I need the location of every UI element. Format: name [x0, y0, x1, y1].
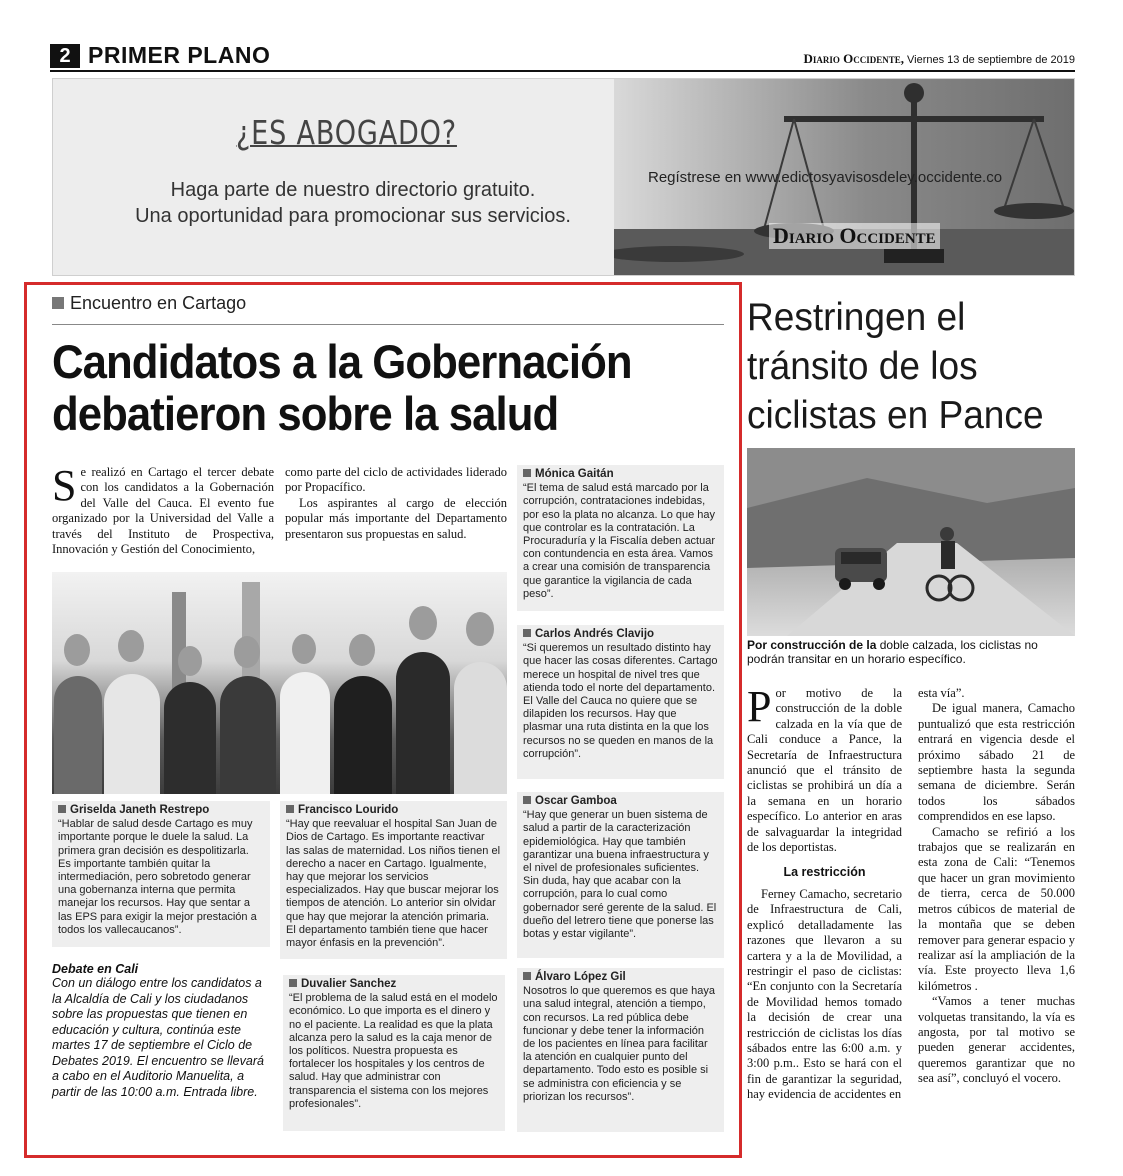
square-bullet-icon [289, 979, 297, 987]
side-headline [747, 293, 1061, 440]
square-bullet-icon [523, 972, 531, 980]
ad-register-url: Regístrese en www.edictosyavisosdeley.occidente.co [648, 169, 1003, 186]
person-head [292, 634, 316, 664]
person [396, 652, 450, 794]
square-bullet-icon [523, 629, 531, 637]
person-head [64, 634, 90, 666]
page-number: 2 [50, 44, 80, 68]
advertisement [52, 78, 1075, 276]
side-column-2 [918, 686, 1075, 1087]
square-bullet-icon [523, 796, 531, 804]
side-headline-line-3: ciclistas en Pance [747, 394, 1044, 437]
quote-box [517, 968, 724, 1132]
quote-name [286, 804, 501, 817]
debate-photo [52, 572, 507, 794]
quote-name-text: Carlos Andrés Clavijo [535, 628, 655, 640]
side-p2: Ferney Camacho, secretario de Infraestructura de Cali, explicó detalladamente las razones que llevaron a su cartera y a la de Movilidad, a restringir el paso de ciclistas: “En conjunto con la Secretaría de Movilidad hemos tomado la decisión de crear una restricción de ciclistas los días sábados entre las 6:00 a.m. y 3:00 p.m.. Esto se hará con el fin de garantizar la seguridad, hay evidencia de accidentes en [747, 886, 902, 1102]
section-title: PRIMER PLANO [88, 42, 271, 68]
quote-text: “Hay que generar un buen sistema de salud a partir de la caracterización epidemiológica. Hay que también garantizar una buena infraestructura y el nivel de profesionales suficientes. Sin duda, hay que acabar con la corrupción, para lo cual como gobernador seré gerente de la salud. El dueño del letrero tiene que ponerse las botas y estar vigilante”. [523, 809, 717, 941]
quote-name-text: Francisco Lourido [298, 804, 399, 816]
quote-box [517, 465, 724, 611]
quote-name [58, 804, 264, 817]
side-p1: or motivo de la construcción de la doble calzada en la vía que de Cali conduce a Pance, la Secretaría de Infraestructura anunció que el tránsito de ciclistas se prohibirá un día a la semana en un horario específico. Lo anterior en aras de salvaguardar la integridad de los deportistas. [747, 686, 902, 855]
quote-text: Nosotros lo que queremos es que haya una salud integral, atención a tiempo, con recursos. La red pública debe funcionar y debe tener la información de los pacientes en línea para facilitar la atención en cualquier punto del departamento. Todo esto es posible si se administra con eficiencia y se priorizan los recursos”. [523, 985, 716, 1103]
ad-line-2: Una oportunidad para promocionar sus servicios. [135, 205, 571, 227]
person [104, 674, 160, 794]
road-scene-icon [747, 448, 1075, 636]
quote-text: “Hay que reevaluar el hospital San Juan de Dios de Cartago. Es importante reactivar las salas de maternidad. Los niños tienen el derecho a nacer en Cartago. Igualmente, hay que mejorar los servicios especializados. Hay que buscar mejorar los tiempos de atención. Lo anterior sin olvidar que hay que mejorar la atención primaria. El departamento también tiene que hacer mayor énfasis en la prevención”. [286, 818, 501, 950]
ad-brand-logo: Diario Occidente [769, 223, 940, 249]
issue-date: Viernes 13 de septiembre de 2019 [907, 54, 1075, 66]
person-head [466, 612, 494, 646]
drop-cap: P [747, 682, 772, 731]
quote-name [523, 628, 718, 641]
story-headline [52, 336, 684, 440]
person [334, 676, 392, 794]
quote-box [283, 975, 505, 1131]
ad-line-1: Haga parte de nuestro directorio gratuito. [170, 179, 536, 201]
quote-name [523, 971, 718, 984]
headline-line-2: debatieron sobre la salud [52, 387, 559, 440]
side-p5: Camacho se refirió a los trabajos que se realizarán en esta zona de Cali: “Tenemos que hacer un gran movimiento de tierra, cerca de 50.000 metros cúbicos de material de la montaña que se deben remover para generar espacio y realizar así la ampliación de la vía. Este proyecto lleva 1,6 kilómetros . [918, 824, 1075, 993]
side-subhead: La restricción [783, 865, 866, 880]
side-p6: “Vamos a tener muchas volquetas transitando, la vía es angosta, por tal motivo se pueden generar accidentes, queremos garantizar que no sea así”, concluyó el vocero. [918, 994, 1075, 1086]
quote-name [523, 468, 718, 481]
masthead-name: Diario Occidente, [803, 51, 904, 66]
person-head [234, 636, 260, 668]
header-dateline [803, 51, 1075, 67]
side-headline-line-2: tránsito de los [747, 345, 978, 388]
side-column-1 [747, 682, 902, 1103]
quote-name-text: Álvaro López Gil [535, 971, 626, 983]
sidebar-subhead: Debate en Cali [52, 962, 139, 976]
quote-text: “Hablar de salud desde Cartago es muy importante porque le duele la salud. La primera gran decisión es despolitizarla. Es importante también quitar la intermediación, pero sobretodo generar una gobernanza interna que permita manejar los recursos. Hay que sentar a las EPS para exigir la mejor prestación a todos los vallecaucanos”. [58, 818, 257, 936]
quote-name-text: Oscar Gamboa [535, 795, 617, 807]
quote-name [289, 978, 499, 991]
kicker-rule [52, 324, 724, 325]
story-col2-p2: Los aspirantes al cargo de elección popular más importante del Departamento presentaron sus propuestas en salud. [285, 495, 507, 541]
side-headline-line-1: Restringen el [747, 296, 966, 339]
person [164, 682, 216, 794]
side-p4: De igual manera, Camacho puntualizó que esta restricción entrará en vigencia desde el próximo sábado 21 de septiembre hasta la segunda semana de diciembre. Serán todos los sábados comprendidos en ese lapso. [918, 701, 1075, 824]
kicker-text: Encuentro en Cartago [70, 293, 247, 313]
photo-caption [747, 638, 1075, 666]
person [54, 676, 102, 794]
quote-box [517, 625, 724, 779]
sidebar-text: Con un diálogo entre los candidatos a la Alcaldía de Cali y los ciudadanos sobre las propuestas que tienen en educación y cultura, continúa este martes 17 de septiembre el Ciclo de Debates 2019. El encuentro se llevará a cabo en el Auditorio Manuelita, a partir de las 10:00 a.m. Entrada libre. [52, 976, 264, 1099]
quote-name-text: Mónica Gaitán [535, 468, 614, 480]
quote-name-text: Duvalier Sanchez [301, 978, 397, 990]
person-head [409, 606, 437, 640]
quote-box [52, 801, 270, 947]
story-column-2 [285, 465, 507, 542]
person-head [178, 646, 202, 676]
quote-text: “Si queremos un resultado distinto hay que hacer las cosas diferentes. Cartago merece un hospital de nivel tres que atienda todo el norte del departamento. El Valle del Cauca no quiere que se dilapiden los recursos. Hay que plasmar una ruta distinta en la que los recursos no se queden en manos de la corrupción”. [523, 642, 718, 760]
person-head [349, 634, 375, 666]
quote-text: “El problema de la salud está en el modelo económico. Lo que importa es el dinero y no el paciente. La realidad es que la plata alcanza pero la salud es la caja menor de los políticos. Nuestra propuesta es fortalecer los hospitales y los centros de salud. Hay que administrar con transparencia el sistema con los mejores profesionales”. [289, 992, 498, 1110]
side-p3: esta vía”. [918, 686, 965, 700]
square-bullet-icon [523, 469, 531, 477]
ad-title: ¿ES ABOGADO? [236, 113, 457, 152]
square-bullet-icon [286, 805, 294, 813]
cyclists-photo [747, 448, 1075, 636]
story-column-1 [52, 461, 274, 557]
quote-box [280, 801, 507, 959]
quote-name-text: Griselda Janeth Restrepo [70, 804, 210, 816]
person-head [118, 630, 144, 662]
square-bullet-icon [58, 805, 66, 813]
quote-text: “El tema de salud está marcado por la corrupción, contrataciones indebidas, por eso la plata no alcanza. Lo que hay que controlar es la contratación. La Procuraduría y la Fiscalía deben actuar con contundencia en esta área. Vamos a crear una comisión de transparencia que garantice la vigilancia de cada peso”. [523, 482, 716, 600]
quote-box [517, 792, 724, 958]
quote-name [523, 795, 718, 808]
story-kicker [52, 293, 246, 314]
person [454, 662, 507, 794]
story-col1-text: e realizó en Cartago el tercer debate con los candidatos a la Gobernación del Valle del Cauca. El evento fue organizado por la Universidad del Valle a través del Instituto de Prospectiva, Innovación y Gestión del Conocimiento, [52, 465, 274, 557]
page-header [50, 42, 1075, 72]
person [280, 672, 330, 794]
story-col2-p1: como parte del ciclo de actividades liderado por Propacífico. [285, 465, 507, 495]
drop-cap: S [52, 461, 77, 510]
caption-lead: Por construcción de la [747, 638, 877, 652]
caption-text: doble calzada, los ciclistas no podrán transitar en un horario específico. [747, 638, 1038, 666]
person [220, 676, 276, 794]
square-bullet-icon [52, 297, 64, 309]
headline-line-1: Candidatos a la Gobernación [52, 335, 632, 388]
